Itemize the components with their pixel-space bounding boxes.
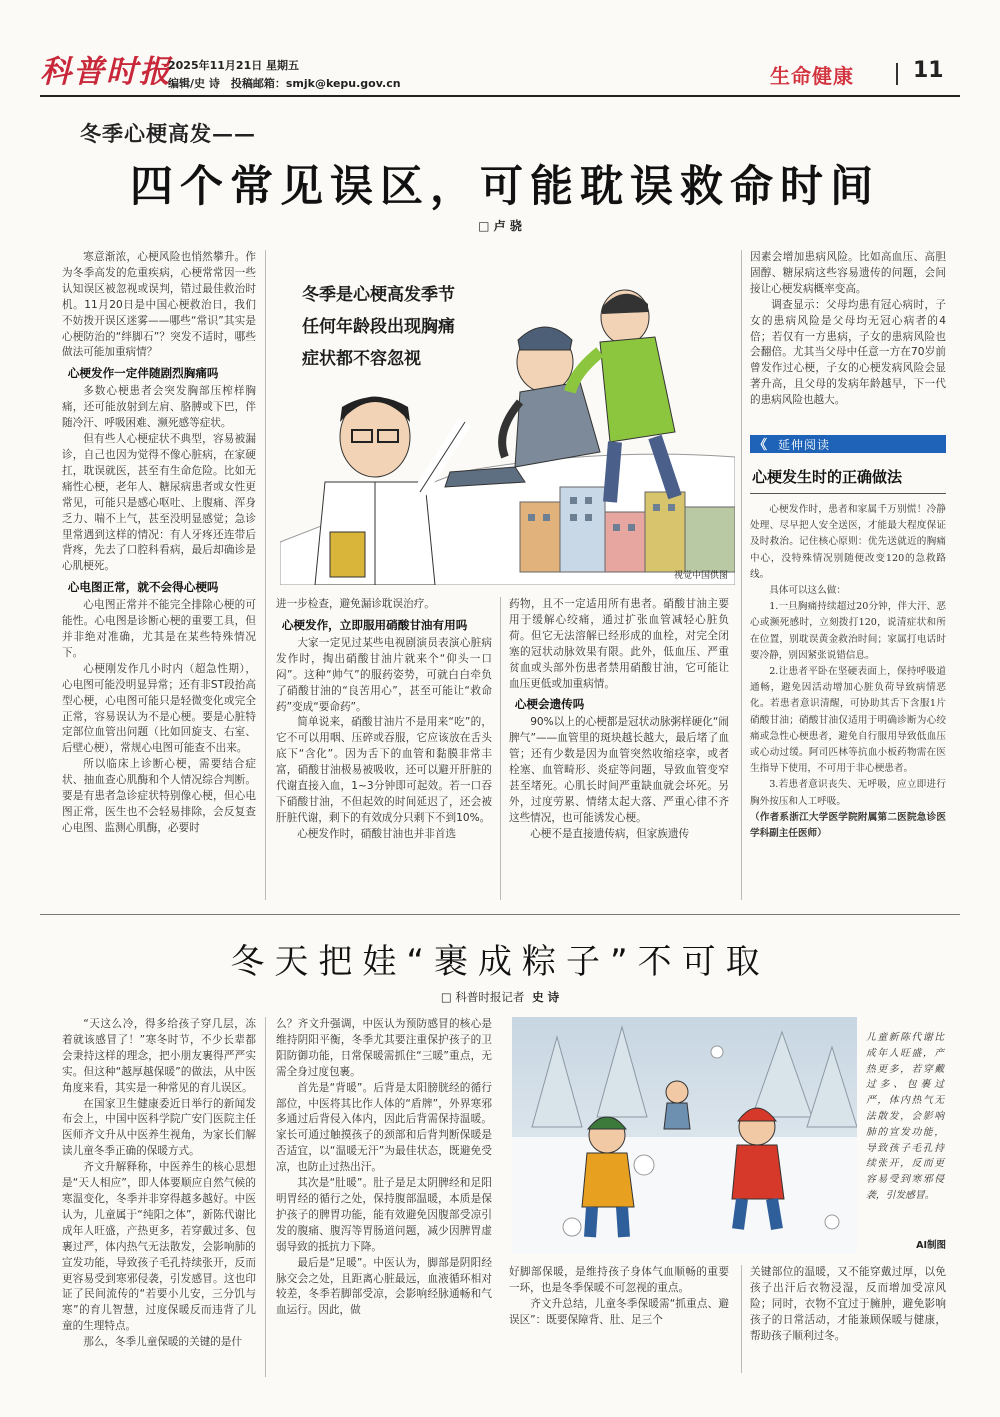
article-separator	[40, 914, 960, 915]
extended-reading-title: 心梗发生时的正确做法	[752, 468, 903, 486]
paragraph: 心梗发作时，患者和家属千万别慌！冷静处理、尽早把人安全送医，才能最大程度保证及时救治。记住核心原则：优先送就近的胸痛中心，没特殊情况别随便改变120的急救路线。	[750, 504, 946, 580]
column-rule	[741, 250, 742, 900]
article1-column-3	[509, 597, 729, 897]
article2-image-caption: 儿童新陈代谢比成年人旺盛，产热更多，若穿戴过多、包裹过严，体内热气无法散发，会影响肺的宣发功能，导致孩子毛孔持续张开，反而更容易受到寒邪侵袭，引发感冒。	[866, 1032, 944, 1201]
article2-column-4	[750, 1265, 946, 1373]
paragraph: 简单说来，硝酸甘油片不是用来“吃”的，它不可以用咽、压碎或吞服，它应该放在舌头底下“含化”。因为舌下的血管和黏膜非常丰富，硝酸甘油极易被吸收，还可以避开肝脏的代谢直接入血，1~3分钟即可起效。若一口吞下硝酸甘油，不但起效的时间延迟了，还会被肝脏代谢，剩下的有效成分只剩下不到10%。	[276, 716, 492, 824]
callout-line-1: 冬季是心梗高发季节	[302, 285, 455, 305]
article1-column-4	[750, 250, 946, 426]
subheading: 心梗会遗传吗	[514, 697, 585, 712]
paragraph: 齐文升总结，儿童冬季保暖需“抓重点、避误区”：既要保障背、肚、足三个	[509, 1297, 729, 1326]
kids-snow-illustration	[512, 1017, 857, 1254]
paragraph: 那么，冬季儿童保暖的关键的是什	[83, 1336, 243, 1349]
paragraph: 3.若患者意识丧失、无呼吸，应立即进行胸外按压和人工呼吸。	[750, 779, 946, 807]
issue-date: 2025年11月21日 星期五	[168, 59, 300, 72]
extended-reading-label: 延伸阅读	[778, 438, 831, 452]
byline-box-icon: □	[478, 219, 494, 233]
byline-box-icon: □	[440, 990, 456, 1004]
article2-column-3	[509, 1265, 729, 1373]
image-credit: 视觉中国供图	[673, 571, 728, 581]
masthead-rule	[40, 95, 960, 97]
paragraph: 2.让患者平卧在坚硬表面上，保持呼吸道通畅，避免因活动增加心脏负荷导致病情恶化。若患者意识清醒，可协助其舌下含服1片硝酸甘油；硝酸甘油仅适用于明确诊断为心绞痛或急性心梗患者，避免自行服用导致低血压或心动过缓。阿司匹林等抗血小板药物需在医生指导下使用，不可用于非心梗患者。	[750, 666, 946, 775]
article2-column-2	[276, 1017, 492, 1373]
article2-byline-role: 科普时报记者	[455, 990, 525, 1004]
paragraph: 因素会增加患病风险。比如高血压、高胆固醇、糖尿病这些容易遗传的问题，会间接让心梗发病概率变高。	[750, 251, 946, 295]
article1-column-2	[276, 597, 492, 897]
subheading: 心梗发作，立即服用硝酸甘油有用吗	[281, 617, 468, 632]
subheading: 心电图正常，就不会得心梗吗	[67, 580, 219, 595]
paragraph: 寒意渐浓，心梗风险也悄然攀升。作为冬季高发的危重疾病，心梗常常因一些认知误区被忽视或误判，错过最佳救治时机。11月20日是中国心梗救治日，我们不妨拨开误区迷雾——哪些“常识”其实是心梗防治的“绊脚石”？突发不适时，哪些做法可能加重病情？	[62, 251, 256, 359]
extended-title-rule	[750, 493, 946, 494]
article1-byline	[440, 217, 560, 234]
paragraph: 90%以上的心梗都是冠状动脉粥样硬化“闹脾气”——血管里的斑块越长越大，最后堵了血管；还有少数是因为血管突然收缩痉挛，或者栓塞、血管畸形、炎症等问题，导致血管变窄甚至堵死。心肌长时间严重缺血就会坏死。另外，过度劳累、情绪太起大落、严重心律不齐这些情况，也可能诱发心梗。	[509, 716, 729, 824]
paragraph: 进一步检查，避免漏诊耽误治疗。	[276, 598, 435, 610]
paragraph: 关键部位的温暖，又不能穿戴过厚，以免孩子出汗后衣物浸湿，反而增加受凉风险；同时，衣物不宜过于臃肿，避免影响孩子的日常活动，才能兼顾保暖与健康，帮助孩子顺利过冬。	[750, 1266, 946, 1342]
column-rule	[265, 1017, 266, 1377]
paragraph: 心电图正常并不能完全排除心梗的可能性。心电图是诊断心梗的重要工具，但并非绝对准确，尤其是在某些特殊情况下。	[62, 599, 256, 659]
article2-byline	[380, 989, 620, 1005]
article1-title: 四个常见误区，可能耽误救命时间	[130, 162, 880, 212]
article1-column-1	[62, 250, 256, 898]
column-rule	[265, 250, 266, 900]
paragraph: 但有些人心梗症状不典型，容易被漏诊，自己也因为觉得不像心脏病，在家硬扛，耽误就医，甚至有生命危险。比如无痛性心梗，老年人、糖尿病患者或女性更常见，可能只是感心呕吐、上腹痛、浑身乏力、喘不上气，甚至没明显感觉；急诊里常遇到这样的情况：有人牙疼还连带后背疼，先去了口腔科看病，最后却确诊是心肌梗死。	[62, 433, 256, 573]
section-divider	[896, 63, 898, 85]
newspaper-logo: 科普时报	[40, 54, 172, 90]
article2-author: 史 诗	[532, 990, 560, 1004]
extended-reading-body	[750, 502, 946, 900]
paragraph: 齐文升解释称，中医养生的核心思想是“天人相应”，即人体要顺应自然气候的寒温变化，冬季并非穿得越多越好。中医认为，儿童属于“纯阳之体”，新陈代谢比成年人旺盛，产热更多，若穿戴过多、包裹过严，体内热气无法散发，会影响肺的宣发功能，导致孩子毛孔持续张开，反而更容易受到寒邪侵袭，引发感冒。这也印证了民间流传的“若要小儿安，三分饥与寒”的育儿智慧，过度保暖反而违背了儿童的生理特点。	[62, 1161, 256, 1333]
article1-kicker: 冬季心梗高发——	[80, 121, 256, 146]
double-chevron-icon: 《	[754, 438, 768, 453]
article2-column-1	[62, 1017, 256, 1373]
paragraph: 多数心梗患者会突发胸部压榨样胸痛，还可能放射到左肩、胳膊或下巴，伴随冷汗、呼吸困难、濒死感等症状。	[62, 385, 256, 430]
child-back	[664, 1081, 690, 1129]
article2-illustration	[512, 1017, 857, 1254]
doctor-patient-illustration	[280, 242, 735, 585]
paragraph: 在国家卫生健康委近日举行的新闻发布会上，中国中医科学院广安门医院主任医师齐文升从中医养生视角，为家长们解读儿童冬季正确的保暖方式。	[62, 1097, 256, 1158]
paragraph: 所以临床上诊断心梗，需要结合症状、抽血查心肌酶和个人情况综合判断。要是有患者急诊症状特别像心梗，但心电图正常，医生也不会轻易排除，会反复查心电图、监测心肌酶，必要时	[62, 758, 256, 834]
article2-image-credit: AI制图	[916, 1240, 946, 1251]
paragraph: 药物，且不一定适用所有患者。硝酸甘油主要用于缓解心绞痛，通过扩张血管减轻心脏负荷。但它无法溶解已经形成的血栓，对完全闭塞的冠状动脉效果有限。此外，低血压、严重贫血或头部外伤患者禁用硝酸甘油，它可能让血压更低或加重病情。	[509, 598, 729, 690]
editor-info: 编辑/史 诗 投稿邮箱：smjk@kepu.gov.cn	[168, 77, 401, 90]
paragraph: 么？齐文升强调，中医认为预防感冒的核心是维持阴阳平衡，冬季尤其要注重保护孩子的卫阳防御功能，日常保暖需抓住“三暖”重点，无需全身过度包裹。	[276, 1018, 492, 1078]
paragraph: 其次是“肚暖”。肚子是足太阴脾经和足阳明胃经的循行之处，保持腹部温暖，本质是保护孩子的脾胃功能，能有效避免因腹部受凉引发的腹痛、腹泻等胃肠道问题，减少因脾胃虚弱导致的抵抗力下降。	[276, 1177, 492, 1253]
paragraph: “天这么冷，得多给孩子穿几层，冻着就该感冒了！”寒冬时节，不少长辈都会秉持这样的理念，把小朋友裹得严严实实。但这种“越厚越保暖”的做法，从中医角度来看，其实是一种常见的育儿误区。	[62, 1018, 256, 1094]
subheading: 心梗发作一定伴随剧烈胸痛吗	[67, 366, 219, 381]
extended-reading-tag	[750, 435, 946, 453]
article1-illustration	[280, 242, 735, 585]
paragraph: 首先是“背暖”。后背是太阳膀胱经的循行部位，中医将其比作人体的“盾牌”，外界寒邪多通过后背侵入体内，因此后背需保持温暖。家长可通过触摸孩子的颈部和后背判断保暖是否适宜，以“温暖无汗”为最佳状态，既避免受凉，也防止过热出汗。	[276, 1081, 492, 1174]
paragraph: 调查显示：父母均患有冠心病时，子女的患病风险是父母均无冠心病者的4倍；若仅有一方患病，子女的患病风险也会翻倍。尤其当父母中任意一方在70岁前曾发作过心梗，子女的心梗发病风险会显著升高，且父母的发病年龄越早，下一代的患病风险也越大。	[750, 298, 946, 407]
article1-author: 卢 骁	[493, 219, 522, 233]
paragraph: 具体可以这么做：	[769, 585, 846, 597]
article2-title: 冬天把娃“裹成粽子”不可取	[230, 942, 770, 982]
column-rule	[741, 1265, 742, 1373]
author-note: （作者系浙江大学医学院附属第二医院急诊医学科副主任医师）	[750, 811, 946, 840]
column-rule	[500, 597, 501, 900]
paragraph: 大家一定见过某些电视剧演员表演心脏病发作时，掏出硝酸甘油片就来个“仰头一口闷”。这种“帅气”的服药姿势，可就白白牵负了硝酸甘油的“良苦用心”，甚至可能让“救命药”变成“要命药”。	[276, 636, 492, 713]
paragraph: 1.一旦胸痛持续超过20分钟，伴大汗、恶心或濒死感时，立刻拨打120，说清症状和所在位置，别耽误黄金救治时间；家属打电话时要冷静，别因紧张说错信息。	[750, 601, 946, 661]
callout-line-2: 任何年龄段出现胸痛	[302, 317, 455, 337]
paragraph: 心梗不是直接遗传病，但家族遗传	[530, 827, 690, 840]
paragraph: 心梗刚发作几小时内（超急性期），心电图可能没明显异常；还有非ST段抬高型心梗，心电图可能只是轻微变化或完全正常，容易误认为不是心梗。要是心脏特定部位血管出问题（比如回旋支、右室、后壁心梗），常规心电图可能查不出来。	[62, 662, 256, 755]
paragraph: 心梗发作时，硝酸甘油也并非首选	[297, 827, 457, 840]
masthead	[0, 0, 1000, 98]
paragraph: 好脚部保暖，是维持孩子身体气血顺畅的重要一环，也是冬季保暖不可忽视的重点。	[509, 1266, 729, 1294]
callout-line-3: 症状都不容忽视	[302, 349, 421, 369]
paragraph: 最后是“足暖”。中医认为，脚部是阴阳经脉交会之处，且距离心脏最远，血液循环相对较差，冬季若脚部受凉，会影响经脉通畅和气血运行。因此，做	[276, 1256, 492, 1317]
section-name: 生命健康	[770, 64, 854, 88]
page-number: 11	[913, 58, 944, 83]
